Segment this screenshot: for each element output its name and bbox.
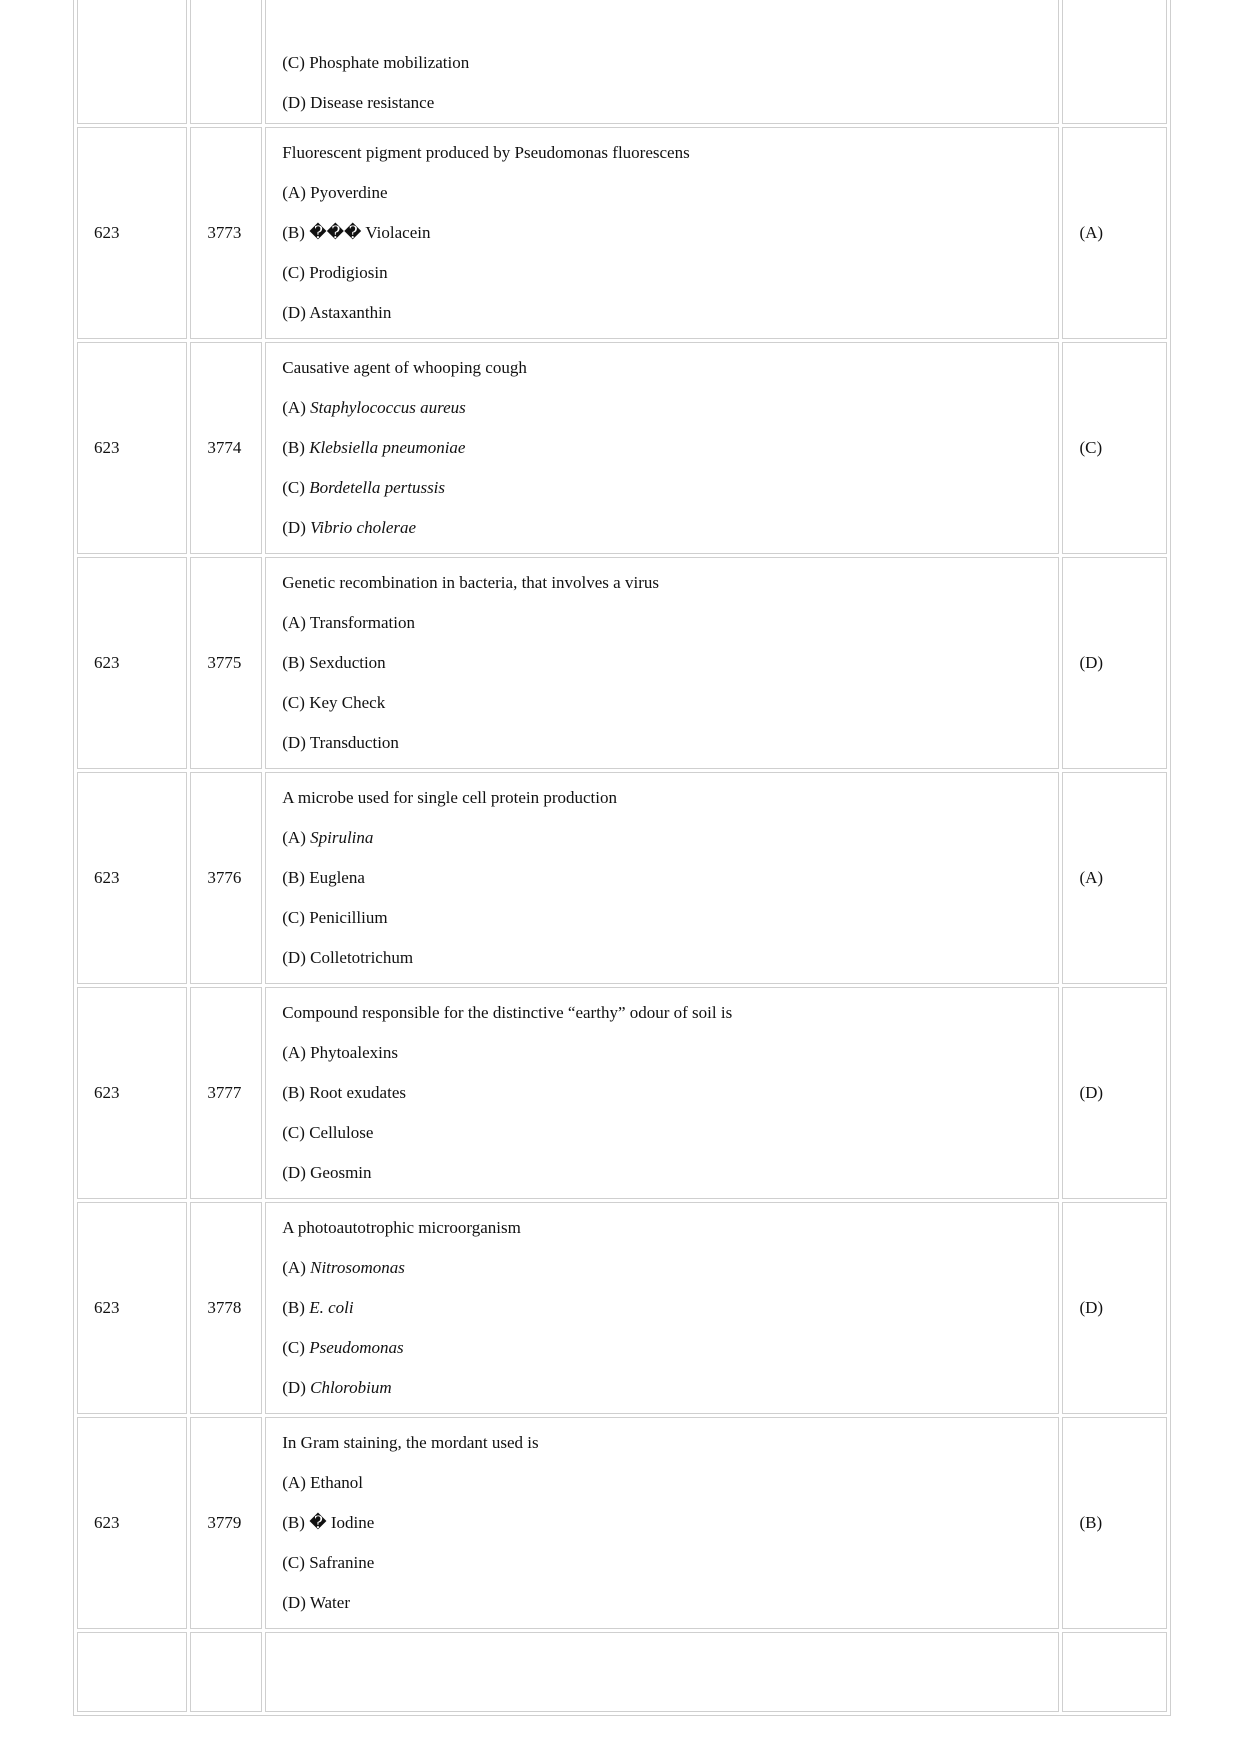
option-label: (D) xyxy=(282,1163,306,1182)
question-id-cell xyxy=(190,127,262,339)
question-code-cell xyxy=(77,127,187,339)
option-label: (C) xyxy=(282,478,305,497)
option-text: � Iodine xyxy=(309,1513,375,1532)
option-text: Staphylococcus aureus xyxy=(310,398,466,417)
option-line xyxy=(282,508,1042,548)
option-label: (C) xyxy=(282,1338,305,1357)
option-text: Ethanol xyxy=(310,1473,364,1492)
question-code-cell xyxy=(77,1417,187,1629)
option-line xyxy=(282,938,1042,978)
question-code-cell xyxy=(77,772,187,984)
option-line xyxy=(282,468,1042,508)
option-text: Transformation xyxy=(309,613,415,632)
option-text: E. coli xyxy=(309,1298,354,1317)
table-row-partial xyxy=(77,0,1167,124)
answer-value: (D) xyxy=(1079,653,1104,672)
option-label: (B) xyxy=(282,1083,305,1102)
option-line xyxy=(282,173,1042,213)
question-id-cell xyxy=(190,1202,262,1414)
option-label: (A) xyxy=(282,1043,306,1062)
question-code: 623 xyxy=(94,438,120,457)
table-row xyxy=(77,1202,1167,1414)
option-line xyxy=(282,388,1042,428)
question-text: Compound responsible for the distinctive “earthy” odour of soil is xyxy=(282,1003,733,1022)
answer-value: (A) xyxy=(1079,223,1104,242)
option-line xyxy=(282,1288,1042,1328)
question-code: 623 xyxy=(94,223,120,242)
option-label: (C) xyxy=(282,908,305,927)
option-label: (D) xyxy=(282,1378,306,1397)
option-line xyxy=(282,1328,1042,1368)
question-id: 3773 xyxy=(207,223,242,242)
option-line xyxy=(282,428,1042,468)
option-text: Nitrosomonas xyxy=(310,1258,405,1277)
question-code-cell xyxy=(77,557,187,769)
option-text: Phosphate mobilization xyxy=(309,53,470,72)
question-code: 623 xyxy=(94,1083,120,1102)
option-line xyxy=(282,1033,1042,1073)
option-text: Prodigiosin xyxy=(309,263,388,282)
answer-value: (D) xyxy=(1079,1083,1104,1102)
option-label: (C) xyxy=(282,1553,305,1572)
option-line xyxy=(282,293,1042,333)
option-text: Euglena xyxy=(309,868,365,887)
answer-cell xyxy=(1062,1202,1167,1414)
question-cell xyxy=(265,557,1059,769)
option-text: Bordetella pertussis xyxy=(309,478,446,497)
option-text: Transduction xyxy=(309,733,399,752)
option-label: (D) xyxy=(282,518,306,537)
option-label: (D) xyxy=(282,93,306,112)
option-label: (B) xyxy=(282,1298,305,1317)
answer-cell xyxy=(1062,557,1167,769)
option-text: Cellulose xyxy=(309,1123,374,1142)
option-label: (A) xyxy=(282,613,306,632)
question-code: 623 xyxy=(94,653,120,672)
option-text: Sexduction xyxy=(309,653,386,672)
option-line xyxy=(282,1463,1042,1503)
option-label: (A) xyxy=(282,398,306,417)
option-text: Spirulina xyxy=(310,828,374,847)
question-cell xyxy=(265,772,1059,984)
question-id-cell xyxy=(190,1417,262,1629)
question-code: 623 xyxy=(94,1298,120,1317)
option-line xyxy=(282,723,1042,763)
option-line xyxy=(282,683,1042,723)
question-cell xyxy=(265,1417,1059,1629)
option-text: Safranine xyxy=(309,1553,375,1572)
option-label: (B) xyxy=(282,438,305,457)
table-row xyxy=(77,342,1167,554)
option-text: Colletotrichum xyxy=(310,948,414,967)
option-label: (D) xyxy=(282,1593,306,1612)
option-line xyxy=(282,1113,1042,1153)
option-label: (A) xyxy=(282,1473,306,1492)
question-id-cell xyxy=(190,557,262,769)
option-label: (B) xyxy=(282,653,305,672)
question-cell xyxy=(265,987,1059,1199)
option-text: Disease resistance xyxy=(310,93,435,112)
answer-cell xyxy=(1062,1417,1167,1629)
option-text: Pyoverdine xyxy=(310,183,388,202)
question-id-cell xyxy=(190,342,262,554)
question-cell xyxy=(265,342,1059,554)
question-id-cell xyxy=(190,1632,262,1712)
option-text: Klebsiella pneumoniae xyxy=(309,438,466,457)
option-text: Geosmin xyxy=(310,1163,372,1182)
question-id-cell xyxy=(190,987,262,1199)
answer-value: (D) xyxy=(1079,1298,1104,1317)
option-line xyxy=(282,253,1042,293)
question-text: In Gram staining, the mordant used is xyxy=(282,1433,539,1452)
question-id-cell xyxy=(190,772,262,984)
question-code-cell xyxy=(77,987,187,1199)
answer-cell xyxy=(1062,127,1167,339)
question-text: Fluorescent pigment produced by Pseudomonas fluorescens xyxy=(282,143,690,162)
question-code-cell xyxy=(77,0,187,124)
question-code-cell xyxy=(77,342,187,554)
option-line xyxy=(282,1583,1042,1623)
option-text: Astaxanthin xyxy=(309,303,392,322)
option-line xyxy=(282,643,1042,683)
option-label: (D) xyxy=(282,733,306,752)
option-text: Phytoalexins xyxy=(310,1043,398,1062)
option-line xyxy=(282,213,1042,253)
table-row xyxy=(77,127,1167,339)
question-id: 3776 xyxy=(207,868,242,887)
question-id-cell xyxy=(190,0,262,124)
question-id: 3774 xyxy=(207,438,242,457)
option-line xyxy=(282,1248,1042,1288)
answer-value: (A) xyxy=(1079,868,1104,887)
option-label: (A) xyxy=(282,1258,306,1277)
option-label: (B) xyxy=(282,1513,305,1532)
table-row-partial xyxy=(77,1632,1167,1712)
option-line xyxy=(282,1543,1042,1583)
option-line xyxy=(282,603,1042,643)
question-id: 3778 xyxy=(207,1298,242,1317)
answer-value: (B) xyxy=(1079,1513,1103,1532)
option-label: (A) xyxy=(282,183,306,202)
option-text: Pseudomonas xyxy=(309,1338,404,1357)
question-table xyxy=(73,0,1171,1716)
table-row xyxy=(77,987,1167,1199)
table-row xyxy=(77,772,1167,984)
option-text: Root exudates xyxy=(309,1083,406,1102)
answer-cell xyxy=(1062,342,1167,554)
answer-cell xyxy=(1062,1632,1167,1712)
option-text: Key Check xyxy=(309,693,386,712)
question-cell xyxy=(265,1632,1059,1712)
option-text: Vibrio cholerae xyxy=(310,518,417,537)
question-id: 3779 xyxy=(207,1513,242,1532)
question-code: 623 xyxy=(94,868,120,887)
question-code-cell xyxy=(77,1632,187,1712)
option-line xyxy=(282,1503,1042,1543)
question-code-cell xyxy=(77,1202,187,1414)
option-label: (B) xyxy=(282,868,305,887)
option-text: ��� Violacein xyxy=(309,223,431,242)
option-label: (C) xyxy=(282,263,305,282)
question-text: Causative agent of whooping cough xyxy=(282,358,527,377)
option-line xyxy=(282,1153,1042,1193)
option-label: (D) xyxy=(282,948,306,967)
table-row xyxy=(77,557,1167,769)
answer-value: (C) xyxy=(1079,438,1103,457)
question-text: Genetic recombination in bacteria, that involves a virus xyxy=(282,573,659,592)
option-line xyxy=(282,1073,1042,1113)
answer-cell xyxy=(1062,0,1167,124)
table-row xyxy=(77,1417,1167,1629)
option-text: Chlorobium xyxy=(310,1378,392,1397)
question-cell xyxy=(265,1202,1059,1414)
question-cell xyxy=(265,127,1059,339)
question-text: A photoautotrophic microorganism xyxy=(282,1218,521,1237)
question-table-body xyxy=(77,0,1167,1712)
option-label: (A) xyxy=(282,828,306,847)
option-label: (C) xyxy=(282,693,305,712)
answer-cell xyxy=(1062,987,1167,1199)
option-label: (D) xyxy=(282,303,306,322)
question-text: A microbe used for single cell protein production xyxy=(282,788,617,807)
option-label: (C) xyxy=(282,1123,305,1142)
question-id: 3775 xyxy=(207,653,242,672)
option-text: Penicillium xyxy=(309,908,388,927)
option-line xyxy=(282,818,1042,858)
option-label: (C) xyxy=(282,53,305,72)
question-cell xyxy=(265,0,1059,124)
option-line xyxy=(282,858,1042,898)
option-line xyxy=(282,1368,1042,1408)
option-line xyxy=(282,43,1042,83)
option-line xyxy=(282,898,1042,938)
option-text: Water xyxy=(309,1593,350,1612)
option-label: (B) xyxy=(282,223,305,242)
question-code: 623 xyxy=(94,1513,120,1532)
option-line xyxy=(282,83,1042,123)
question-id: 3777 xyxy=(207,1083,242,1102)
answer-cell xyxy=(1062,772,1167,984)
